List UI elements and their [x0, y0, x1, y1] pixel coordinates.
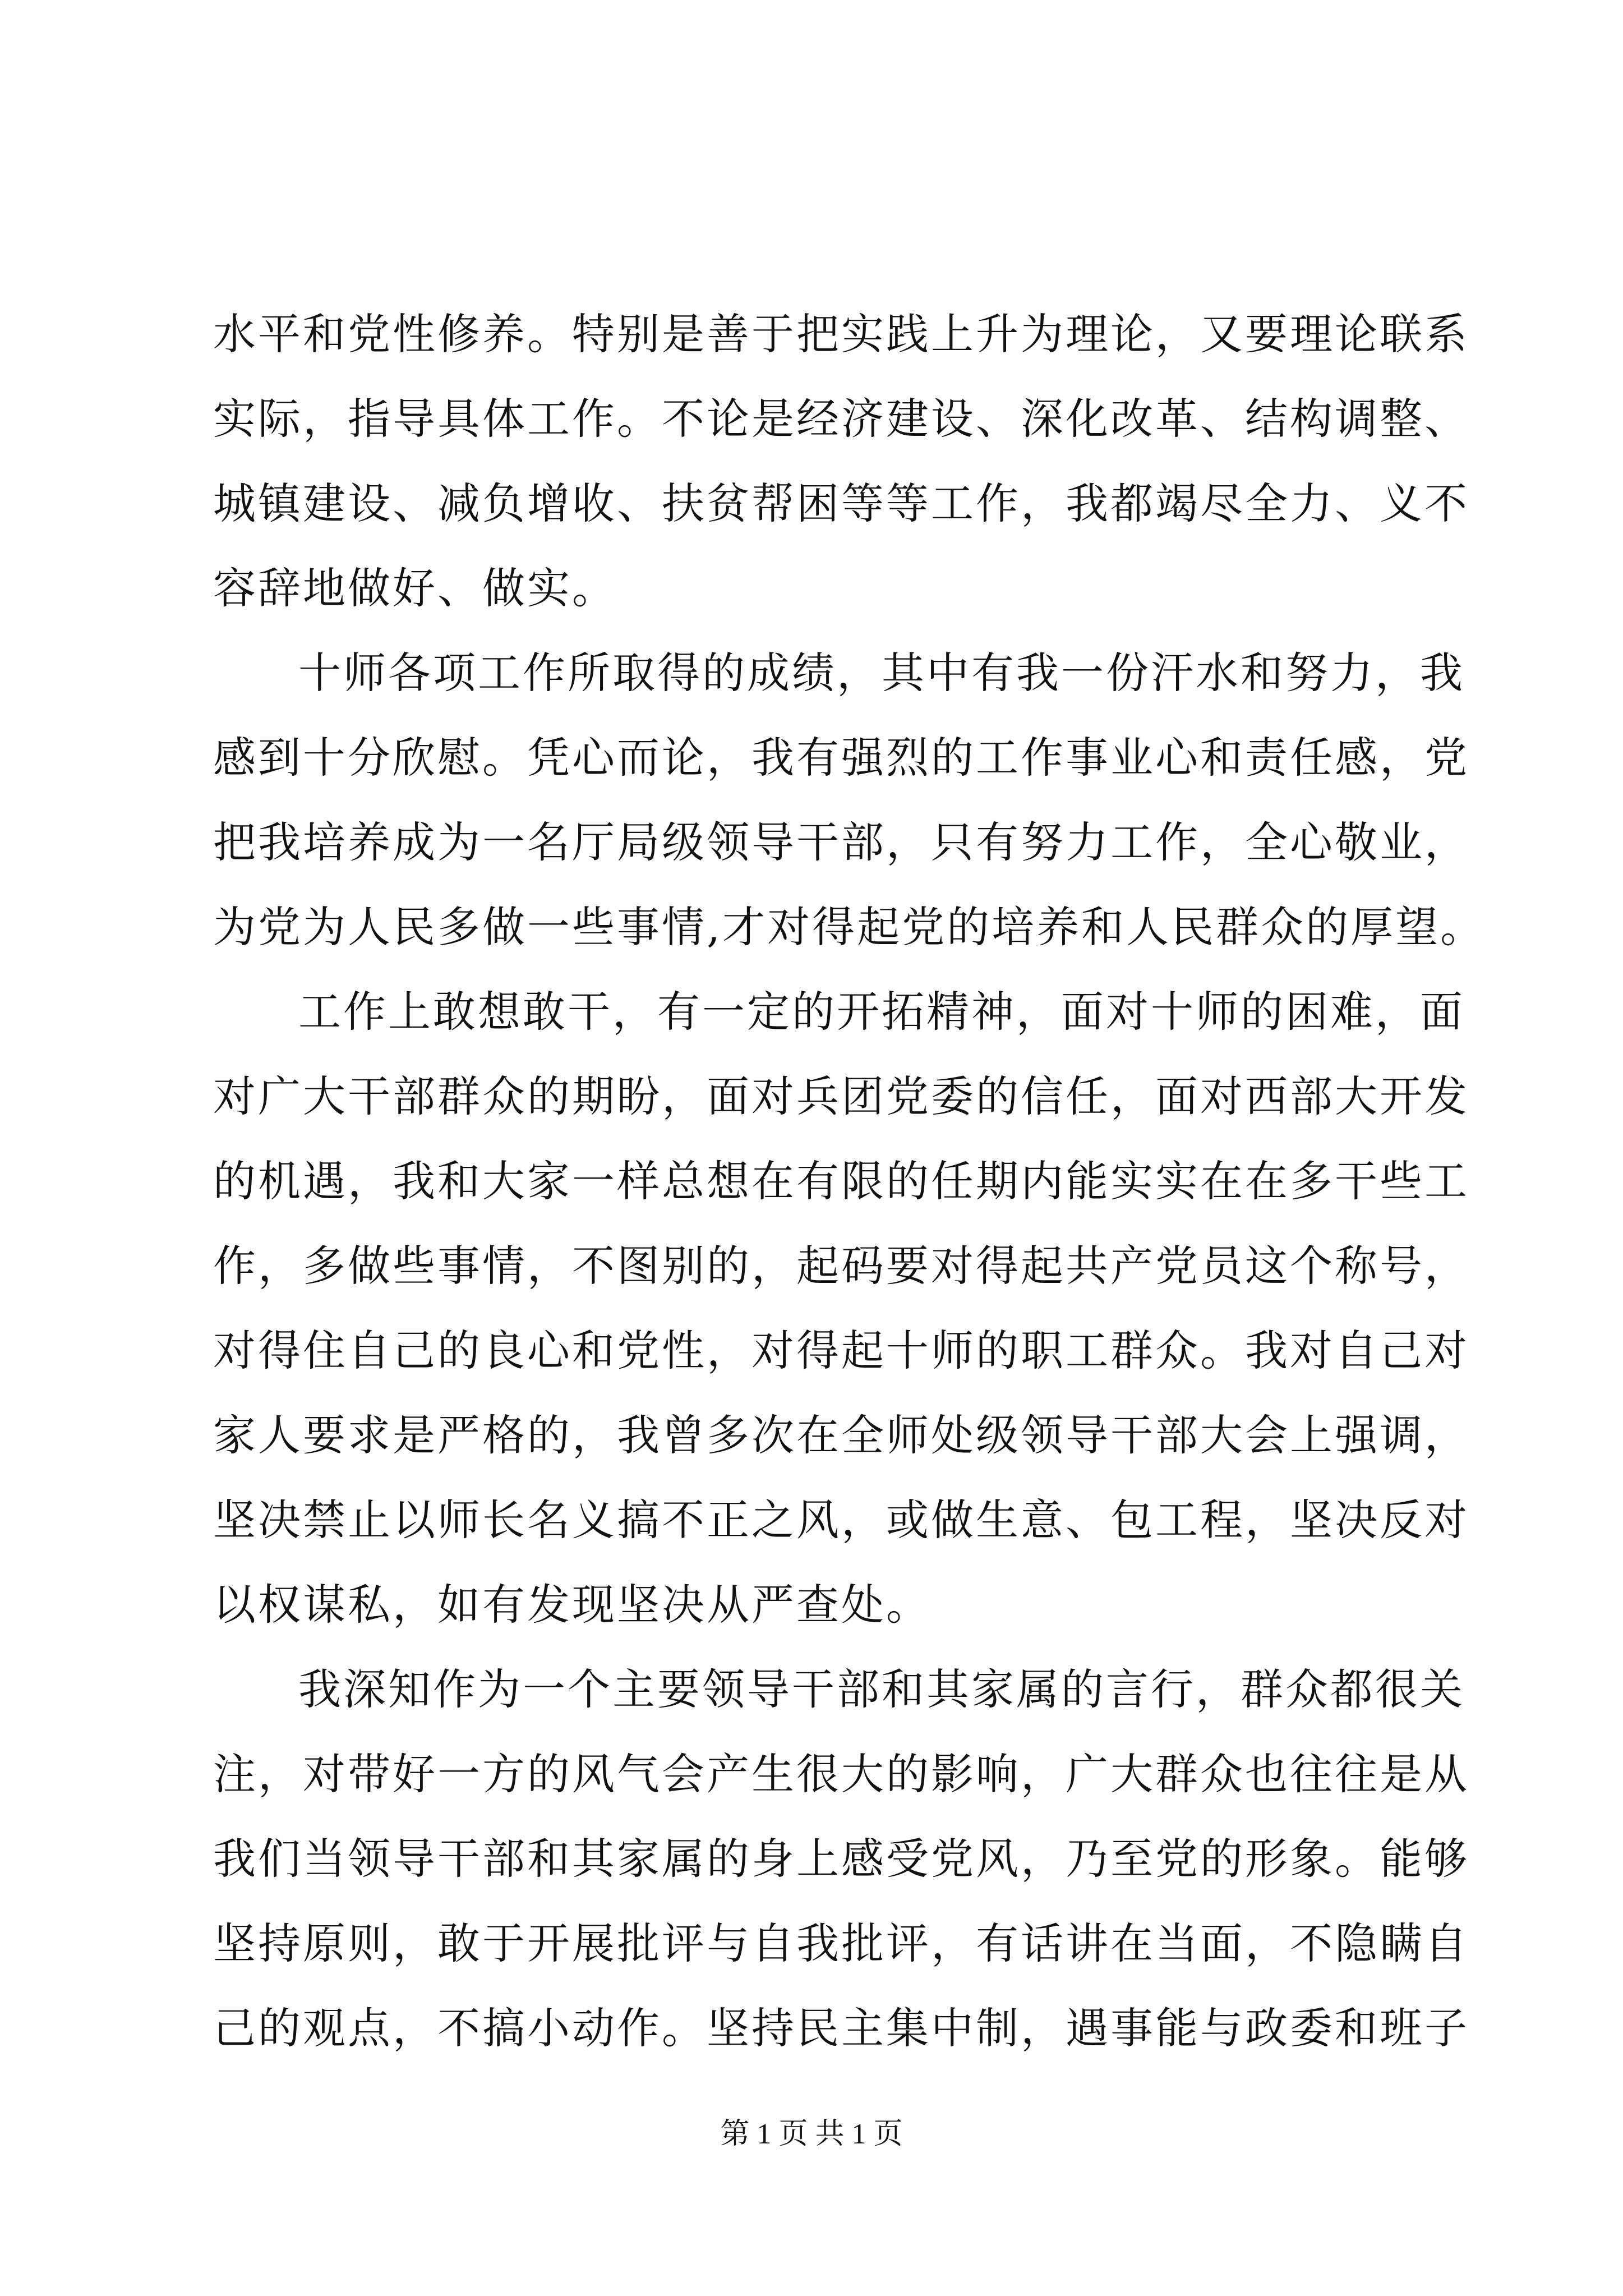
paragraph-first-line: 我深知作为一个主要领导干部和其家属的言行，群众都很关: [298, 1664, 1465, 1714]
text-line: 坚持原则，敢于开展批评与自我批评，有话讲在当面，不隐瞒自: [213, 1918, 1469, 1968]
text-line: 我们当领导干部和其家属的身上感受党风，乃至党的形象。能够: [213, 1834, 1469, 1884]
text-line: 对得住自己的良心和党性，对得起十师的职工群众。我对自己对: [213, 1326, 1469, 1375]
text-line: 的机遇，我和大家一样总想在有限的任期内能实实在在多干些工: [213, 1156, 1469, 1206]
text-line: 水平和党性修养。特别是善于把实践上升为理论，又要理论联系: [213, 309, 1469, 359]
text-line: 己的观点，不搞小动作。坚持民主集中制，遇事能与政委和班子: [213, 2003, 1469, 2053]
text-line: 感到十分欣慰。凭心而论，我有强烈的工作事业心和责任感，党: [213, 733, 1469, 783]
paragraph-first-line: 工作上敢想敢干，有一定的开拓精神，面对十师的困难，面: [298, 987, 1465, 1037]
text-line: 城镇建设、减负增收、扶贫帮困等等工作，我都竭尽全力、义不: [213, 478, 1469, 528]
text-line: 坚决禁止以师长名义搞不正之风，或做生意、包工程，坚决反对: [213, 1495, 1469, 1545]
text-line: 实际，指导具体工作。不论是经济建设、深化改革、结构调整、: [213, 394, 1469, 444]
text-line: 为党为人民多做一些事情,才对得起党的培养和人民群众的厚望。: [213, 902, 1486, 952]
text-line: 家人要求是严格的，我曾多次在全师处级领导干部大会上强调，: [213, 1410, 1469, 1460]
text-line: 注，对带好一方的风气会产生很大的影响，广大群众也往往是从: [213, 1749, 1469, 1799]
page-number-footer: 第 1 页 共 1 页: [720, 2118, 903, 2150]
text-line: 作，多做些事情，不图别的，起码要对得起共产党员这个称号，: [213, 1241, 1469, 1291]
text-line: 容辞地做好、做实。: [213, 563, 617, 613]
text-line: 对广大干部群众的期盼，面对兵团党委的信任，面对西部大开发: [213, 1071, 1469, 1121]
text-line: 把我培养成为一名厅局级领导干部，只有努力工作，全心敬业，: [213, 817, 1469, 867]
paragraph-first-line: 十师各项工作所取得的成绩，其中有我一份汗水和努力，我: [298, 648, 1465, 698]
text-line: 以权谋私，如有发现坚决从严查处。: [213, 1580, 931, 1630]
document-body: [213, 292, 1486, 2070]
